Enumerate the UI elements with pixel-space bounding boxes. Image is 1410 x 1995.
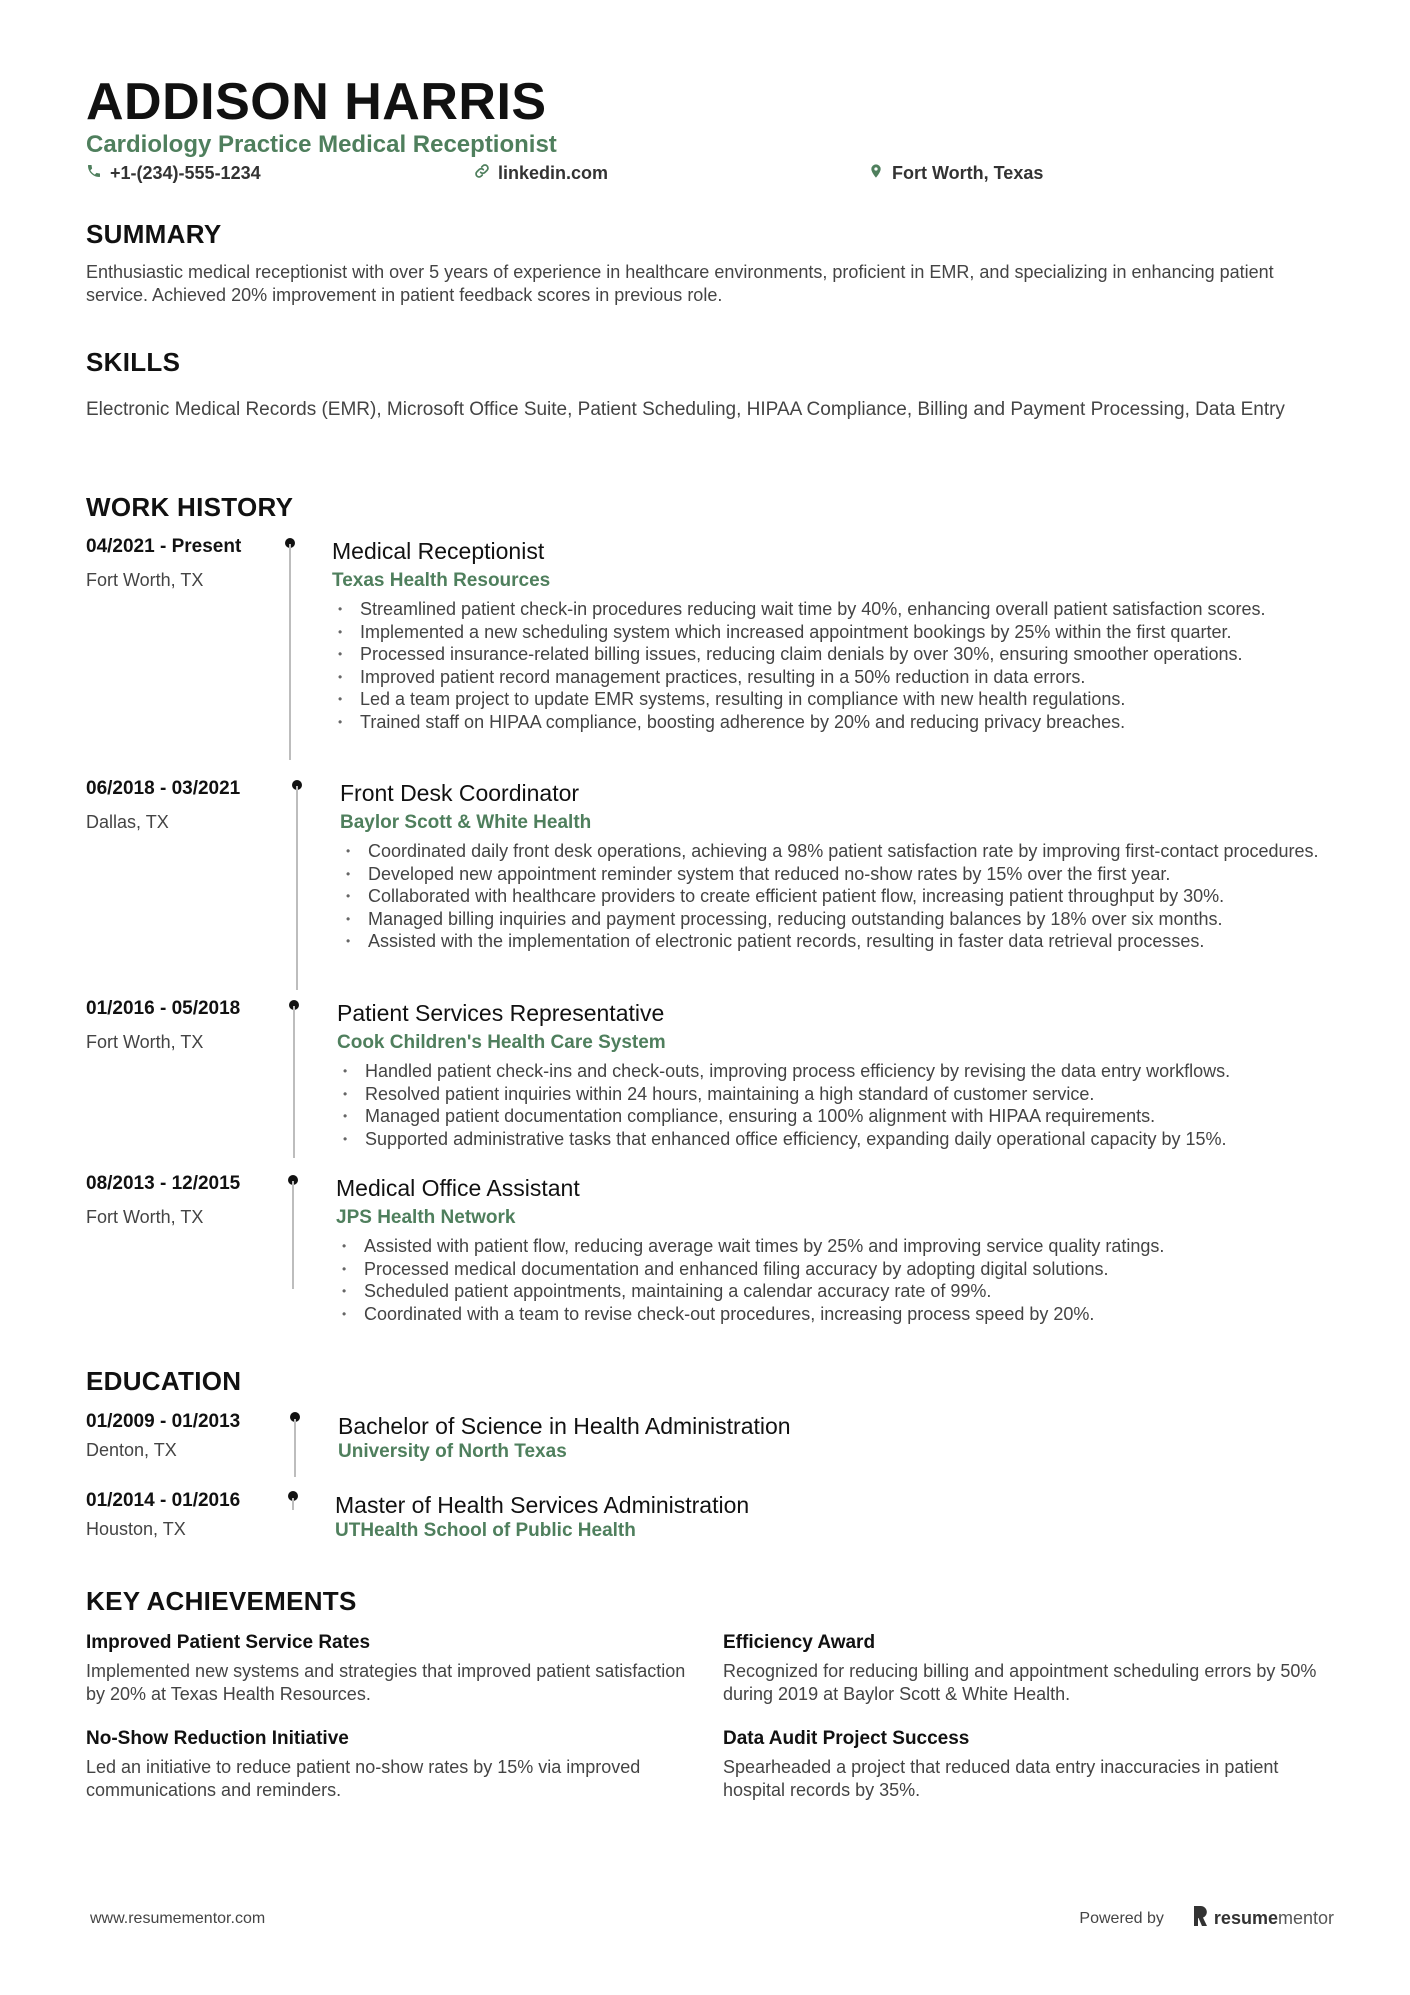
job-title: Medical Office Assistant — [336, 1175, 580, 1201]
summary-text: Enthusiastic medical receptionist with over 5 years of experience in healthcare environments, proficient in EMR, and specializing in enhancing patient service. Achieved 20% improvement in patient feedback scores in previous role. — [86, 262, 1274, 305]
job-title: Front Desk Coordinator — [340, 780, 580, 806]
job-entry — [86, 1173, 1334, 1333]
job-title: Patient Services Representative — [337, 1000, 665, 1026]
list-item: • Processed medical documentation and enhanced filing accuracy by adopting digital solutions. — [336, 1258, 1334, 1281]
job-date: 08/2013 - 12/2015 — [86, 1173, 241, 1194]
achievement-item — [86, 1728, 696, 1801]
education-date: 01/2014 - 01/2016 — [86, 1490, 241, 1511]
resumementor-logo-icon — [1192, 1906, 1208, 1931]
footer-branding — [1079, 1906, 1334, 1931]
job-entry — [86, 998, 1334, 1158]
contact-location — [868, 163, 1043, 184]
brand-bold: resume — [1213, 1908, 1278, 1928]
list-item: • Coordinated with a team to revise check-out procedures, increasing process speed by 20%. — [336, 1303, 1334, 1326]
timeline-line — [294, 1419, 296, 1477]
timeline-line — [292, 1181, 294, 1289]
achievement-item — [723, 1632, 1333, 1705]
achievement-heading: Efficiency Award — [723, 1632, 876, 1653]
work-history-heading: WORK HISTORY — [86, 492, 294, 522]
job-date: 06/2018 - 03/2021 — [86, 778, 241, 799]
list-item: • Assisted with patient flow, reducing average wait times by 25% and improving service quality ratings. — [336, 1235, 1334, 1258]
job-organization: Texas Health Resources — [332, 570, 551, 591]
skills-heading: SKILLS — [86, 347, 181, 377]
list-item: • Streamlined patient check-in procedures reducing wait time by 40%, enhancing overall patient satisfaction scores. — [332, 598, 1332, 621]
job-location: Fort Worth, TX — [86, 570, 204, 590]
job-bullets — [336, 1235, 1334, 1325]
list-item: • Led a team project to update EMR systems, resulting in compliance with new health regulations. — [332, 688, 1332, 711]
list-item: • Scheduled patient appointments, maintaining a calendar accuracy rate of 99%. — [336, 1280, 1334, 1303]
phone-icon — [86, 163, 102, 184]
job-location: Fort Worth, TX — [86, 1207, 204, 1227]
list-item: • Processed insurance-related billing issues, reducing claim denials by over 30%, ensuring smoother operations. — [332, 643, 1332, 666]
resume-page — [86, 0, 1334, 1995]
achievement-text: Led an initiative to reduce patient no-show rates by 15% via improved communications and reminders. — [86, 1757, 641, 1800]
education-location: Houston, TX — [86, 1519, 186, 1539]
job-title: Medical Receptionist — [332, 538, 545, 564]
resumementor-logo[interactable] — [1192, 1906, 1334, 1931]
job-organization: JPS Health Network — [336, 1207, 516, 1228]
list-item: • Managed billing inquiries and payment processing, reducing outstanding balances by 18% over six months. — [340, 908, 1334, 931]
list-item: • Assisted with the implementation of electronic patient records, resulting in faster data retrieval processes. — [340, 930, 1334, 953]
list-item: • Implemented a new scheduling system which increased appointment bookings by 25% within the first quarter. — [332, 621, 1332, 644]
job-entry — [86, 536, 1334, 764]
candidate-role: Cardiology Practice Medical Receptionist — [86, 131, 557, 158]
location-text: Fort Worth, Texas — [892, 163, 1044, 183]
education-date: 01/2009 - 01/2013 — [86, 1411, 241, 1432]
achievement-item — [86, 1632, 696, 1705]
job-entry — [86, 778, 1334, 988]
education-degree: Master of Health Services Administration — [335, 1492, 750, 1518]
list-item: • Managed patient documentation compliance, ensuring a 100% alignment with HIPAA requirements. — [337, 1105, 1334, 1128]
timeline-line — [296, 786, 298, 990]
job-date: 04/2021 - Present — [86, 536, 242, 557]
achievement-text: Implemented new systems and strategies that improved patient satisfaction by 20% at Texas Health Resources. — [86, 1661, 686, 1704]
list-item: • Collaborated with healthcare providers to create efficient patient flow, increasing patient throughput by 30%. — [340, 885, 1334, 908]
candidate-name: ADDISON HARRIS — [86, 73, 547, 131]
list-item: • Coordinated daily front desk operations, achieving a 98% patient satisfaction rate by improving first-contact procedures. — [340, 840, 1334, 863]
job-location: Fort Worth, TX — [86, 1032, 204, 1052]
achievement-text: Spearheaded a project that reduced data entry inaccuracies in patient hospital records by 35%. — [723, 1757, 1279, 1800]
achievement-item — [723, 1728, 1333, 1801]
link-icon — [474, 163, 490, 184]
contact-bar — [86, 163, 1286, 189]
education-degree: Bachelor of Science in Health Administration — [338, 1413, 791, 1439]
list-item: • Supported administrative tasks that enhanced office efficiency, expanding daily operational capacity by 15%. — [337, 1128, 1334, 1151]
achievement-heading: Data Audit Project Success — [723, 1728, 970, 1749]
contact-linkedin[interactable] — [474, 163, 608, 184]
list-item: • Handled patient check-ins and check-outs, improving process efficiency by revising the data entry workflows. — [337, 1060, 1334, 1083]
education-entry — [86, 1411, 1334, 1481]
list-item: • Improved patient record management practices, resulting in a 50% reduction in data errors. — [332, 666, 1332, 689]
phone-text: +1-(234)-555-1234 — [110, 163, 261, 183]
footer-website-link[interactable]: www.resumementor.com — [90, 1910, 266, 1927]
powered-by-label: Powered by — [1079, 1909, 1164, 1927]
location-pin-icon — [868, 163, 884, 184]
education-heading: EDUCATION — [86, 1366, 242, 1396]
skills-text: Electronic Medical Records (EMR), Microsoft Office Suite, Patient Scheduling, HIPAA Compliance, Billing and Payment Processing, Data Entry — [86, 399, 1285, 420]
achievements-heading: KEY ACHIEVEMENTS — [86, 1586, 357, 1616]
achievement-heading: Improved Patient Service Rates — [86, 1632, 371, 1653]
education-location: Denton, TX — [86, 1440, 177, 1460]
timeline-line — [293, 1006, 295, 1158]
brand-light: mentor — [1277, 1908, 1334, 1928]
education-school: University of North Texas — [338, 1441, 567, 1462]
linkedin-text: linkedin.com — [498, 163, 609, 183]
list-item: • Trained staff on HIPAA compliance, boosting adherence by 20% and reducing privacy breaches. — [332, 711, 1332, 734]
timeline-line — [292, 1498, 294, 1510]
list-item: • Developed new appointment reminder system that reduced no-show rates by 15% over the first year. — [340, 863, 1334, 886]
education-entry — [86, 1490, 1334, 1560]
job-bullets — [332, 598, 1332, 733]
timeline-line — [289, 544, 291, 760]
summary-heading: SUMMARY — [86, 219, 222, 249]
education-school: UTHealth School of Public Health — [335, 1520, 636, 1541]
achievement-text: Recognized for reducing billing and appointment scheduling errors by 50% during 2019 at Baylor Scott & White Health. — [723, 1661, 1317, 1704]
contact-phone[interactable] — [86, 163, 261, 184]
list-item: • Resolved patient inquiries within 24 hours, maintaining a high standard of customer service. — [337, 1083, 1334, 1106]
job-date: 01/2016 - 05/2018 — [86, 998, 241, 1019]
job-organization: Cook Children's Health Care System — [337, 1032, 666, 1053]
job-bullets — [337, 1060, 1334, 1150]
job-organization: Baylor Scott & White Health — [340, 812, 592, 833]
achievement-heading: No-Show Reduction Initiative — [86, 1728, 349, 1749]
job-bullets — [340, 840, 1334, 953]
job-location: Dallas, TX — [86, 812, 169, 832]
